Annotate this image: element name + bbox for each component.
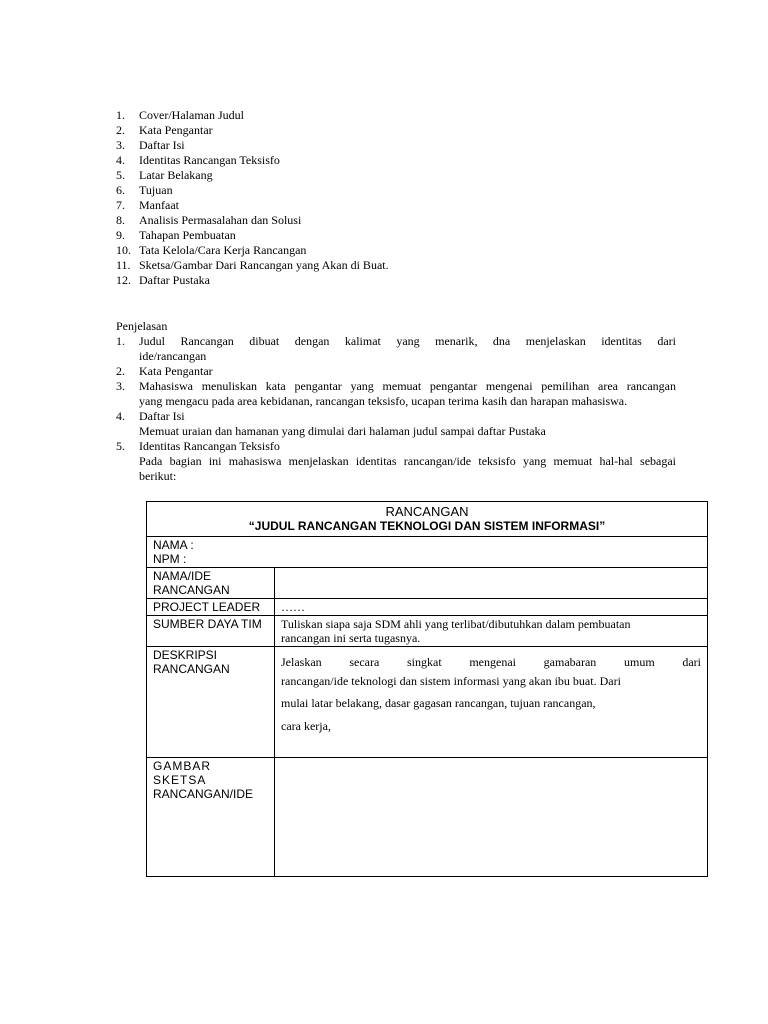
outline-text: Analisis Permasalahan dan Solusi [139, 213, 302, 227]
nama-ide-label [147, 568, 275, 599]
explanation-section [116, 319, 676, 484]
explanation-item [116, 334, 676, 364]
outline-number: 11. [116, 258, 131, 272]
explanation-number: 1. [116, 334, 125, 348]
outline-text: Tujuan [139, 183, 173, 197]
deskripsi-label-line: DESKRIPSI [153, 648, 218, 662]
outline-text: Daftar Isi [139, 138, 185, 152]
form-header-row [147, 502, 708, 537]
outline-item [116, 183, 389, 198]
nama-ide-label-line: NAMA/IDE [153, 569, 212, 583]
explanation-item-text [139, 334, 676, 364]
explanation-item [116, 409, 676, 424]
outline-text: Cover/Halaman Judul [139, 108, 244, 122]
form-header-cell [147, 502, 708, 537]
deskripsi-value-line: cara kerja, [281, 719, 331, 733]
outline-item [116, 168, 389, 183]
outline-number: 10. [116, 243, 131, 257]
outline-text: Latar Belakang [139, 168, 213, 182]
outline-number: 6. [116, 183, 125, 197]
outline-number: 2. [116, 123, 125, 137]
explanation-text-line: Judul Rancangan dibuat dengan kalimat yang menarik, dna menjelaskan identitas dari [139, 334, 676, 348]
outline-number: 5. [116, 168, 125, 182]
deskripsi-value [275, 647, 708, 758]
form-row-sumber-daya [147, 616, 708, 647]
explanation-text-line: Identitas Rancangan Teksisfo [139, 439, 280, 453]
explanation-description: berikut: [139, 469, 177, 483]
outline-text: Daftar Pustaka [139, 273, 210, 287]
outline-text: Sketsa/Gambar Dari Rancangan yang Akan di Buat. [139, 258, 389, 272]
form-subtitle: “JUDUL RANCANGAN TEKNOLOGI DAN SISTEM INFORMASI” [248, 519, 606, 533]
form-row-project-leader [147, 599, 708, 616]
identity-cell [147, 537, 708, 568]
gambar-label-line: GAMBAR SKETSA [153, 759, 212, 787]
form-row-deskripsi [147, 647, 708, 758]
outline-item [116, 138, 389, 153]
sumber-daya-label: SUMBER DAYA TIM [147, 616, 275, 647]
outline-number: 3. [116, 138, 125, 152]
project-leader-label: PROJECT LEADER [147, 599, 275, 616]
form-row-nama-ide [147, 568, 708, 599]
explanation-description: Memuat uraian dan hamanan yang dimulai dari halaman judul sampai daftar Pustaka [139, 424, 546, 438]
outline-number: 8. [116, 213, 125, 227]
outline-list [116, 108, 389, 288]
gambar-sketsa-value [275, 758, 708, 877]
explanation-number: 4. [116, 409, 125, 423]
explanation-item [116, 379, 676, 409]
outline-item [116, 228, 389, 243]
outline-item [116, 273, 389, 288]
explanation-item [116, 364, 676, 379]
deskripsi-value-line: Jelaskan secara singkat mengenai gamabaran umum dari [281, 655, 701, 669]
outline-text: Identitas Rancangan Teksisfo [139, 153, 280, 167]
sumber-daya-value [275, 616, 708, 647]
outline-item [116, 198, 389, 213]
outline-number: 12. [116, 273, 131, 287]
explanation-item [116, 439, 676, 454]
explanation-text-line: ide/rancangan [139, 349, 207, 363]
outline-number: 9. [116, 228, 125, 242]
outline-item [116, 108, 389, 123]
form-row-gambar [147, 758, 708, 877]
project-leader-value: …… [275, 599, 708, 616]
explanation-item-text [139, 379, 676, 409]
explanation-number: 3. [116, 379, 125, 393]
outline-item [116, 258, 389, 273]
nama-ide-value [275, 568, 708, 599]
sumber-daya-value-line: rancangan ini serta tugasnya. [281, 631, 421, 645]
explanation-text-line: Mahasiswa menuliskan kata pengantar yang memuat pengantar mengenai pemilihan area rancangan [139, 379, 676, 393]
explanation-text-line: Kata Pengantar [139, 364, 213, 378]
form-row-identity [147, 537, 708, 568]
outline-number: 7. [116, 198, 125, 212]
outline-item [116, 153, 389, 168]
outline-item [116, 213, 389, 228]
form-title: RANCANGAN [385, 504, 469, 519]
nama-field-label: NAMA : [153, 538, 194, 552]
outline-text: Manfaat [139, 198, 179, 212]
explanation-number: 2. [116, 364, 125, 378]
explanation-number: 5. [116, 439, 125, 453]
explanation-text-line: Daftar Isi [139, 409, 185, 423]
npm-field-label: NPM : [153, 552, 187, 566]
explanation-description: Pada bagian ini mahasiswa menjelaskan identitas rancangan/ide teksisfo yang memuat hal-hal sebagai [139, 454, 676, 468]
explanation-text-line: yang mengacu pada area kebidanan, rancangan teksisfo, ucapan terima kasih dan harapan mahasiswa. [139, 394, 628, 408]
sumber-daya-value-line: Tuliskan siapa saja SDM ahli yang terlibat/dibutuhkan dalam pembuatan [281, 617, 631, 631]
outline-text: Tata Kelola/Cara Kerja Rancangan [139, 243, 307, 257]
deskripsi-value-line: mulai latar belakang, dasar gagasan rancangan, tujuan rancangan, [281, 696, 596, 710]
deskripsi-label-line: RANCANGAN [153, 662, 230, 676]
design-identity-form [146, 501, 708, 877]
gambar-sketsa-label [147, 758, 275, 877]
outline-text: Kata Pengantar [139, 123, 213, 137]
outline-text: Tahapan Pembuatan [139, 228, 236, 242]
outline-item [116, 123, 389, 138]
deskripsi-label [147, 647, 275, 758]
outline-item [116, 243, 389, 258]
outline-number: 1. [116, 108, 125, 122]
outline-number: 4. [116, 153, 125, 167]
deskripsi-value-line: rancangan/ide teknologi dan sistem informasi yang akan ibu buat. Dari [281, 674, 621, 688]
gambar-label-line: RANCANGAN/IDE [153, 787, 254, 801]
explanation-heading: Penjelasan [116, 319, 168, 333]
nama-ide-label-line: RANCANGAN [153, 583, 230, 597]
